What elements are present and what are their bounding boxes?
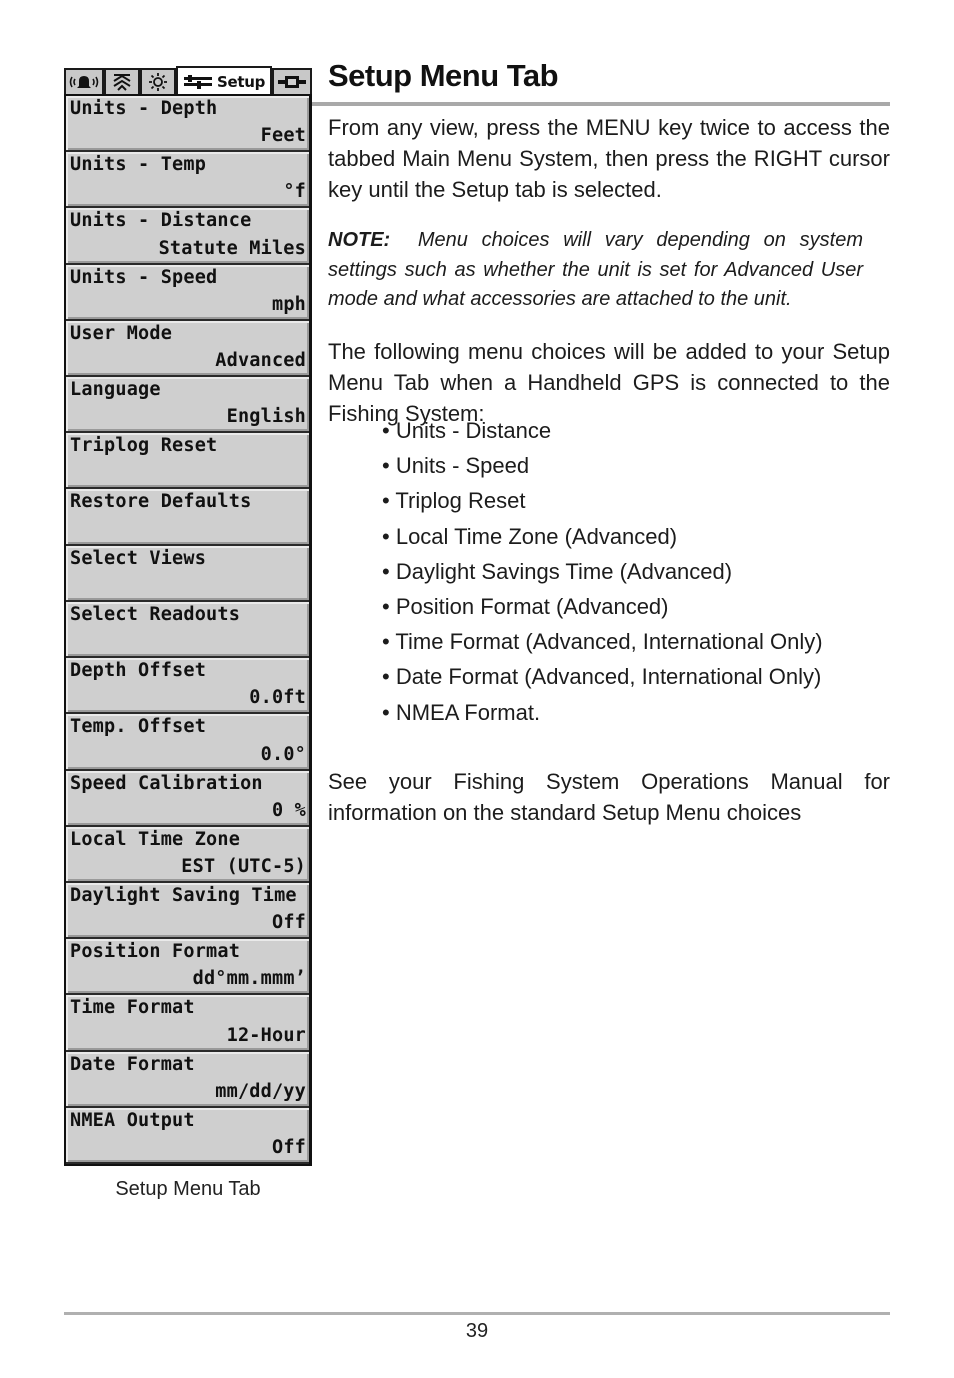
menu-item-value: mph — [271, 293, 306, 315]
list-item: • Position Format (Advanced) — [382, 589, 823, 624]
menu-item[interactable] — [66, 321, 309, 377]
menu-item[interactable] — [66, 1108, 309, 1164]
brightness-icon — [148, 72, 168, 92]
alarm-icon — [69, 73, 99, 91]
menu-item-label: Select Views — [70, 547, 207, 569]
list-item: • NMEA Format. — [382, 695, 823, 730]
figure-caption: Setup Menu Tab — [115, 1178, 261, 1200]
menu-item-value: 12-Hour — [226, 1024, 306, 1046]
menu-item[interactable] — [66, 208, 309, 264]
added-choices-list — [382, 413, 823, 730]
accessory-icon — [277, 74, 307, 90]
menu-item[interactable] — [66, 602, 309, 658]
menu-item-label: Time Format — [70, 997, 195, 1019]
menu-item[interactable] — [66, 489, 309, 545]
menu-item-label: NMEA Output — [70, 1109, 195, 1131]
tab-sonar[interactable] — [104, 68, 140, 94]
menu-item-value: Feet — [260, 125, 306, 147]
menu-item-label: Units - Temp — [70, 154, 207, 176]
menu-item-label: Daylight Saving Time — [70, 884, 297, 906]
menu-item[interactable] — [66, 995, 309, 1051]
menu-item-label: Position Format — [70, 941, 241, 963]
menu-item-label: Triplog Reset — [70, 435, 218, 457]
menu-item[interactable] — [66, 152, 309, 208]
menu-item-label: Units - Distance — [70, 210, 252, 232]
setup-menu-list — [64, 94, 312, 1166]
menu-item-label: Language — [70, 379, 161, 401]
tab-alarms[interactable] — [64, 68, 104, 94]
menu-item-label: Restore Defaults — [70, 491, 252, 513]
following-paragraph: The following menu choices will be added to your Setup Menu Tab when a Handheld GPS is connected to the Fishing System: — [328, 339, 890, 426]
list-item: • Daylight Savings Time (Advanced) — [382, 554, 823, 589]
menu-item-label: Units - Speed — [70, 266, 218, 288]
menu-item-value: English — [226, 406, 306, 428]
list-item: • Units - Distance — [382, 413, 823, 448]
menu-item-value: Advanced — [215, 350, 306, 372]
list-item: • Local Time Zone (Advanced) — [382, 519, 823, 554]
menu-item-label: Date Format — [70, 1053, 195, 1075]
list-item: • Date Format (Advanced, International Only) — [382, 659, 823, 694]
list-item: • Units - Speed — [382, 448, 823, 483]
menu-item-value: Off — [271, 912, 306, 934]
menu-item-label: Depth Offset — [70, 660, 207, 682]
tab-setup-label: Setup — [216, 73, 266, 91]
menu-item-label: Select Readouts — [70, 603, 241, 625]
list-item: • Triplog Reset — [382, 483, 823, 518]
menu-tab-bar — [64, 66, 312, 96]
footer-divider — [64, 1312, 890, 1315]
tab-display[interactable] — [140, 68, 176, 94]
menu-item-value: 0.0ft — [249, 687, 306, 709]
setup-wrench-icon — [183, 75, 213, 89]
menu-item[interactable] — [66, 265, 309, 321]
intro-paragraph: From any view, press the MENU key twice to access the tabbed Main Menu System, then press the RIGHT cursor key until the Setup tab is selected. — [328, 115, 890, 202]
menu-item[interactable] — [66, 827, 309, 883]
menu-item[interactable] — [66, 714, 309, 770]
menu-item-value: EST (UTC-5) — [181, 855, 306, 877]
menu-item-value: 0.0° — [260, 743, 306, 765]
menu-item[interactable] — [66, 546, 309, 602]
list-item: • Time Format (Advanced, International Only) — [382, 624, 823, 659]
menu-item-label: Temp. Offset — [70, 716, 207, 738]
note-label: NOTE: — [328, 229, 391, 251]
page-number: 39 — [465, 1320, 489, 1342]
menu-item-label: Units - Depth — [70, 98, 218, 119]
menu-item[interactable] — [66, 1052, 309, 1108]
note-paragraph — [328, 226, 863, 315]
tab-setup[interactable] — [176, 66, 272, 96]
menu-item-label: User Mode — [70, 322, 173, 344]
menu-item[interactable] — [66, 658, 309, 714]
sonar-icon — [111, 73, 133, 91]
note-text: Menu choices will vary depending on system settings such as whether the unit is set for Advanced User mode and what accessories are attached to the unit. — [328, 229, 863, 310]
menu-item[interactable] — [66, 377, 309, 433]
menu-item-value: Off — [271, 1136, 306, 1158]
menu-item-value: dd°mm.mmm’ — [192, 968, 306, 990]
menu-item-value: Statute Miles — [158, 237, 306, 259]
tab-accessories[interactable] — [272, 68, 312, 94]
menu-item[interactable] — [66, 883, 309, 939]
menu-item[interactable] — [66, 771, 309, 827]
menu-item-label: Speed Calibration — [70, 772, 263, 794]
menu-item[interactable] — [66, 433, 309, 489]
menu-item[interactable] — [66, 939, 309, 995]
menu-item[interactable] — [66, 96, 309, 152]
menu-item-value: °f — [283, 181, 306, 203]
menu-item-value: mm/dd/yy — [215, 1080, 306, 1102]
closing-paragraph: See your Fishing System Operations Manual for information on the standard Setup Menu choices — [328, 769, 890, 825]
menu-item-value: 0 % — [271, 799, 306, 821]
title-divider — [312, 102, 890, 106]
menu-item-label: Local Time Zone — [70, 828, 241, 850]
page-title: Setup Menu Tab — [328, 58, 559, 93]
